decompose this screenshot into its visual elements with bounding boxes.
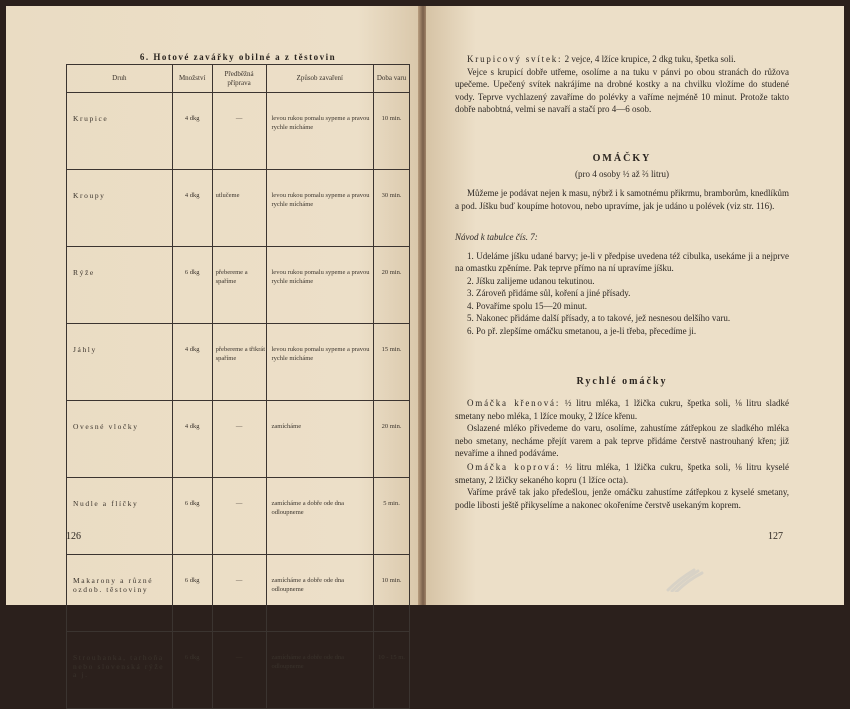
table-row [67,478,410,555]
cell-zpusob: levou rukou pomalu sypeme a pravou rychle mícháme [266,324,374,401]
soup-garnish-table [66,64,410,709]
cell-zpusob: levou rukou pomalu sypeme a pravou rychle mícháme [266,93,374,170]
recipe-instructions: Vaříme právě tak jako předešlou, jenže omáčku zahustíme zátřepkou z kyselé smetany, podle libosti ještě přikyselíme a nakonec okořeníme čerstvě usekaným koprem. [455,487,789,510]
table-row [67,401,410,478]
cell-priprava: — [212,93,266,170]
cell-doba: 20 min. [374,247,410,324]
cell-zpusob: zamícháme [266,401,374,478]
cell-druh: Makarony a různé ozdob. těstoviny [67,555,173,632]
cell-doba: 20 min. [374,401,410,478]
table-row [67,555,410,632]
cell-mnozstvi: 6 dkg [172,247,212,324]
omacky-heading: OMÁČKY [592,153,652,164]
step-item: 4. Povaříme spolu 15—20 minut. [467,300,587,311]
header-priprava: Předběžná příprava [212,65,266,93]
cell-mnozstvi: 4 dkg [172,170,212,247]
header-mnozstvi: Množství [172,65,212,93]
cell-doba: 30 min. [374,170,410,247]
cell-priprava: — [212,632,266,709]
cell-druh: Jáhly [67,324,173,401]
table-row [67,170,410,247]
recipe-ingredients: ½ litru mléka, 1 lžička cukru, špetka soli, ⅛ litru sladké smetany nebo mléka, 1 lžíce mouky, 2 lžíce křenu. [455,398,789,421]
table-header-row [67,65,410,93]
cell-druh: Ovesné vločky [67,401,173,478]
krenova-recipe [455,397,789,460]
cell-doba: 10 min. [374,93,410,170]
step-item: 5. Nakonec přidáme další přísady, a to takové, jež nesnesou delšího varu. [467,313,731,323]
cell-priprava: — [212,555,266,632]
cell-priprava: přebereme a třikrát spaříme [212,324,266,401]
page-number-right: 127 [768,531,783,542]
cell-priprava: přebereme a spaříme [212,247,266,324]
cell-priprava: — [212,401,266,478]
cell-druh: Kroupy [67,170,173,247]
cell-zpusob: zamícháme a dobře ode dna odloupneme [266,632,374,709]
recipe-title: Omáčka koprová: [467,462,561,472]
cell-druh: Nudle a flíčky [67,478,173,555]
intro-paragraph: Můžeme je podávat nejen k masu, nýbrž i k samotnému přikrmu, bramborům, knedlíkům a pod. Jíšku buď koupíme hotovou, nebo upravíme, jak je udáno u polévek (viz str. 116). [455,188,789,211]
cell-mnozstvi: 6 dkg [172,555,212,632]
table-caption: 6. Hotové zavářky obilné a z těstovin [139,52,337,62]
header-doba: Doba varu [374,65,410,93]
koprova-recipe [455,461,789,511]
step-item: 2. Jíšku zalijeme udanou tekutinou. [467,275,595,286]
cell-mnozstvi: 4 dkg [172,324,212,401]
rychle-omacky-heading: Rychlé omáčky [576,376,668,387]
cell-zpusob: levou rukou pomalu sypeme a pravou rychle mícháme [266,247,374,324]
cell-doba: 10 min. [374,555,410,632]
cell-mnozstvi: 6 dkg [172,478,212,555]
header-druh: Druh [67,65,173,93]
cell-priprava: — [212,478,266,555]
cell-druh: Strouhanka, tarhoňa nebo slovenská rýže a j. [67,632,173,709]
header-zpusob: Způsob zavaření [266,65,374,93]
recipe-ingredients: 2 vejce, 4 lžíce krupice, 2 dkg tuku, špetka soli. [562,54,736,64]
cell-druh: Krupice [67,93,173,170]
table-row [67,324,410,401]
recipe-instructions: Vejce s krupicí dobře utřeme, osolíme a na tuku v pánvi po obou stranách do růžova upečeme. Upečený svítek nakrájíme na drobné kostky a na chvilku vložíme do studené vody. Teprve vychlazený zavaříme do polévky a vaříme nejméně 10 minut. Protože takto dobře nabobtná, velmi se navaří a stačí pro 4—6 osob. [455,66,789,114]
table-row [67,93,410,170]
cell-doba: 10 - 15 m. [374,632,410,709]
omacky-subheading: (pro 4 osoby ½ až ⅔ litru) [575,169,669,179]
table-row [67,247,410,324]
krupicovy-svitek-recipe [455,53,789,116]
table-row [67,632,410,709]
step-item: 1. Udeláme jíšku udané barvy; je-li v předpise uvedena též cibulka, usekáme ji a nejprve na omastku zpěníme. Pak teprve přímo na ní upravíme jíšku. [455,250,789,273]
bookmark-ribbon-icon [664,566,704,592]
cell-zpusob: zamícháme a dobře ode dna odloupneme [266,478,374,555]
cell-mnozstvi: 6 dkg [172,632,212,709]
omacky-intro [455,187,789,212]
cell-mnozstvi: 4 dkg [172,93,212,170]
recipe-ingredients: ½ litru mléka, 1 lžička cukru, špetka soli, ⅛ litru kyselé smetany, 2 lžičky sekaného kopru (1 lžíce octa). [455,462,789,485]
cell-zpusob: levou rukou pomalu sypeme a pravou rychle mícháme [266,170,374,247]
cell-priprava: utlučeme [212,170,266,247]
recipe-title: Omáčka křenová: [467,398,561,408]
cell-doba: 15 min. [374,324,410,401]
step-item: 3. Zároveň přidáme sůl, koření a jiné přísady. [467,288,631,298]
page-number-left: 126 [66,531,81,542]
cell-zpusob: zamícháme a dobře ode dna odloupneme [266,555,374,632]
cell-mnozstvi: 4 dkg [172,401,212,478]
cell-doba: 5 min. [374,478,410,555]
navod-block [455,231,789,337]
step-item: 6. Po př. zlepšíme omáčku smetanou, a je-li třeba, přecedíme ji. [467,325,697,336]
recipe-instructions: Oslazené mléko přivedeme do varu, osolíme, zahustíme zátřepkou ze sladkého mléka nebo smetany, necháme přejít varem a pak teprve přidáme čerstvě nastrouhaný křen; již nevaříme a ihned podáváme. [455,423,789,458]
navod-label: Návod k tabulce čís. 7: [455,232,538,242]
recipe-title: Krupicový svítek: [467,54,563,64]
cell-druh: Rýže [67,247,173,324]
